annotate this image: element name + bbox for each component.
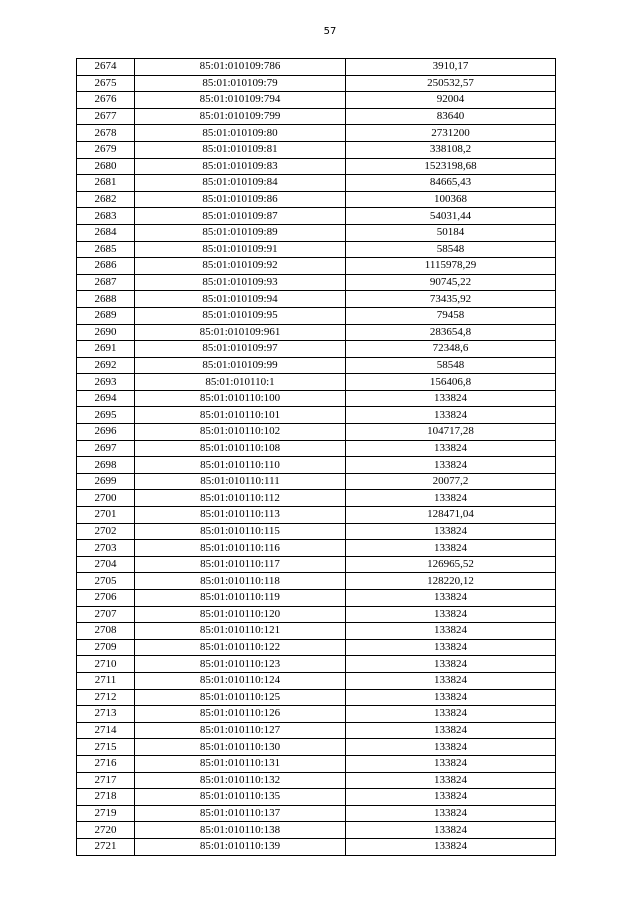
value-cell: 133824 bbox=[346, 772, 556, 789]
cadastral-number-cell: 85:01:010109:961 bbox=[135, 324, 346, 341]
row-number-cell: 2686 bbox=[77, 258, 135, 275]
cadastral-number-cell: 85:01:010110:130 bbox=[135, 739, 346, 756]
cadastral-number-cell: 85:01:010109:97 bbox=[135, 341, 346, 358]
table-row bbox=[77, 440, 556, 457]
table-row bbox=[77, 374, 556, 391]
value-cell: 126965,52 bbox=[346, 556, 556, 573]
value-cell: 128220,12 bbox=[346, 573, 556, 590]
value-cell: 54031,44 bbox=[346, 208, 556, 225]
value-cell: 338108,2 bbox=[346, 141, 556, 158]
row-number-cell: 2704 bbox=[77, 556, 135, 573]
value-cell: 250532,57 bbox=[346, 75, 556, 92]
value-cell: 133824 bbox=[346, 656, 556, 673]
row-number-cell: 2680 bbox=[77, 158, 135, 175]
cadastral-number-cell: 85:01:010110:115 bbox=[135, 523, 346, 540]
row-number-cell: 2679 bbox=[77, 141, 135, 158]
cadastral-number-cell: 85:01:010110:100 bbox=[135, 390, 346, 407]
cadastral-number-cell: 85:01:010109:84 bbox=[135, 175, 346, 192]
value-cell: 100368 bbox=[346, 191, 556, 208]
cadastral-number-cell: 85:01:010110:121 bbox=[135, 623, 346, 640]
value-cell: 133824 bbox=[346, 407, 556, 424]
table-row bbox=[77, 639, 556, 656]
row-number-cell: 2715 bbox=[77, 739, 135, 756]
row-number-cell: 2708 bbox=[77, 623, 135, 640]
row-number-cell: 2688 bbox=[77, 291, 135, 308]
value-cell: 1115978,29 bbox=[346, 258, 556, 275]
table-row bbox=[77, 208, 556, 225]
table-row bbox=[77, 507, 556, 524]
cadastral-number-cell: 85:01:010110:102 bbox=[135, 424, 346, 441]
value-cell: 79458 bbox=[346, 307, 556, 324]
cadastral-number-cell: 85:01:010109:99 bbox=[135, 357, 346, 374]
value-cell: 58548 bbox=[346, 241, 556, 258]
row-number-cell: 2697 bbox=[77, 440, 135, 457]
cadastral-number-cell: 85:01:010109:92 bbox=[135, 258, 346, 275]
row-number-cell: 2718 bbox=[77, 789, 135, 806]
table-body bbox=[77, 59, 556, 856]
table-row bbox=[77, 656, 556, 673]
row-number-cell: 2696 bbox=[77, 424, 135, 441]
cadastral-number-cell: 85:01:010110:113 bbox=[135, 507, 346, 524]
table-row bbox=[77, 672, 556, 689]
value-cell: 133824 bbox=[346, 639, 556, 656]
value-cell: 73435,92 bbox=[346, 291, 556, 308]
value-cell: 133824 bbox=[346, 722, 556, 739]
row-number-cell: 2720 bbox=[77, 822, 135, 839]
page-number: 57 bbox=[323, 26, 337, 37]
row-number-cell: 2698 bbox=[77, 457, 135, 474]
table-row bbox=[77, 424, 556, 441]
value-cell: 133824 bbox=[346, 523, 556, 540]
row-number-cell: 2678 bbox=[77, 125, 135, 142]
value-cell: 84665,43 bbox=[346, 175, 556, 192]
table-row bbox=[77, 722, 556, 739]
value-cell: 133824 bbox=[346, 822, 556, 839]
table-row bbox=[77, 341, 556, 358]
table-row bbox=[77, 125, 556, 142]
row-number-cell: 2687 bbox=[77, 274, 135, 291]
value-cell: 283654,8 bbox=[346, 324, 556, 341]
table-row bbox=[77, 390, 556, 407]
table-row bbox=[77, 241, 556, 258]
row-number-cell: 2694 bbox=[77, 390, 135, 407]
row-number-cell: 2716 bbox=[77, 755, 135, 772]
value-cell: 83640 bbox=[346, 108, 556, 125]
value-cell: 3910,17 bbox=[346, 59, 556, 76]
cadastral-number-cell: 85:01:010109:87 bbox=[135, 208, 346, 225]
table-row bbox=[77, 540, 556, 557]
row-number-cell: 2719 bbox=[77, 805, 135, 822]
table-row bbox=[77, 789, 556, 806]
row-number-cell: 2689 bbox=[77, 307, 135, 324]
row-number-cell: 2677 bbox=[77, 108, 135, 125]
row-number-cell: 2683 bbox=[77, 208, 135, 225]
table-row bbox=[77, 224, 556, 241]
table-row bbox=[77, 473, 556, 490]
row-number-cell: 2709 bbox=[77, 639, 135, 656]
table-row bbox=[77, 606, 556, 623]
table-row bbox=[77, 490, 556, 507]
table-row bbox=[77, 590, 556, 607]
row-number-cell: 2700 bbox=[77, 490, 135, 507]
value-cell: 156406,8 bbox=[346, 374, 556, 391]
cadastral-number-cell: 85:01:010110:132 bbox=[135, 772, 346, 789]
value-cell: 133824 bbox=[346, 490, 556, 507]
cadastral-number-cell: 85:01:010110:118 bbox=[135, 573, 346, 590]
value-cell: 133824 bbox=[346, 590, 556, 607]
row-number-cell: 2707 bbox=[77, 606, 135, 623]
row-number-cell: 2705 bbox=[77, 573, 135, 590]
value-cell: 133824 bbox=[346, 805, 556, 822]
value-cell: 58548 bbox=[346, 357, 556, 374]
cadastral-number-cell: 85:01:010110:125 bbox=[135, 689, 346, 706]
row-number-cell: 2692 bbox=[77, 357, 135, 374]
table-row bbox=[77, 357, 556, 374]
row-number-cell: 2690 bbox=[77, 324, 135, 341]
table-row bbox=[77, 59, 556, 76]
table-row bbox=[77, 92, 556, 109]
table-row bbox=[77, 175, 556, 192]
row-number-cell: 2695 bbox=[77, 407, 135, 424]
cadastral-number-cell: 85:01:010110:123 bbox=[135, 656, 346, 673]
value-cell: 92004 bbox=[346, 92, 556, 109]
value-cell: 133824 bbox=[346, 706, 556, 723]
row-number-cell: 2693 bbox=[77, 374, 135, 391]
cadastral-number-cell: 85:01:010109:83 bbox=[135, 158, 346, 175]
table-row bbox=[77, 838, 556, 855]
value-cell: 133824 bbox=[346, 540, 556, 557]
table-row bbox=[77, 307, 556, 324]
value-cell: 133824 bbox=[346, 457, 556, 474]
row-number-cell: 2713 bbox=[77, 706, 135, 723]
table-row bbox=[77, 805, 556, 822]
row-number-cell: 2701 bbox=[77, 507, 135, 524]
table-row bbox=[77, 556, 556, 573]
value-cell: 2731200 bbox=[346, 125, 556, 142]
cadastral-number-cell: 85:01:010109:80 bbox=[135, 125, 346, 142]
table-row bbox=[77, 739, 556, 756]
row-number-cell: 2714 bbox=[77, 722, 135, 739]
data-table bbox=[76, 58, 556, 856]
row-number-cell: 2711 bbox=[77, 672, 135, 689]
cadastral-number-cell: 85:01:010109:91 bbox=[135, 241, 346, 258]
cadastral-number-cell: 85:01:010110:131 bbox=[135, 755, 346, 772]
table-row bbox=[77, 158, 556, 175]
cadastral-number-cell: 85:01:010110:124 bbox=[135, 672, 346, 689]
value-cell: 104717,28 bbox=[346, 424, 556, 441]
value-cell: 133824 bbox=[346, 672, 556, 689]
cadastral-number-cell: 85:01:010110:108 bbox=[135, 440, 346, 457]
cadastral-number-cell: 85:01:010110:1 bbox=[135, 374, 346, 391]
cadastral-number-cell: 85:01:010110:126 bbox=[135, 706, 346, 723]
cadastral-number-cell: 85:01:010109:93 bbox=[135, 274, 346, 291]
cadastral-number-cell: 85:01:010110:138 bbox=[135, 822, 346, 839]
table-row bbox=[77, 689, 556, 706]
cadastral-number-cell: 85:01:010109:86 bbox=[135, 191, 346, 208]
cadastral-number-cell: 85:01:010110:122 bbox=[135, 639, 346, 656]
row-number-cell: 2702 bbox=[77, 523, 135, 540]
table-row bbox=[77, 141, 556, 158]
cadastral-number-cell: 85:01:010110:139 bbox=[135, 838, 346, 855]
value-cell: 133824 bbox=[346, 623, 556, 640]
cadastral-number-cell: 85:01:010110:112 bbox=[135, 490, 346, 507]
table-row bbox=[77, 108, 556, 125]
value-cell: 128471,04 bbox=[346, 507, 556, 524]
table-row bbox=[77, 523, 556, 540]
cadastral-number-cell: 85:01:010109:95 bbox=[135, 307, 346, 324]
value-cell: 133824 bbox=[346, 838, 556, 855]
cadastral-number-cell: 85:01:010110:111 bbox=[135, 473, 346, 490]
value-cell: 133824 bbox=[346, 440, 556, 457]
cadastral-number-cell: 85:01:010109:89 bbox=[135, 224, 346, 241]
cadastral-number-cell: 85:01:010110:137 bbox=[135, 805, 346, 822]
cadastral-number-cell: 85:01:010110:116 bbox=[135, 540, 346, 557]
row-number-cell: 2717 bbox=[77, 772, 135, 789]
table-row bbox=[77, 822, 556, 839]
row-number-cell: 2675 bbox=[77, 75, 135, 92]
row-number-cell: 2712 bbox=[77, 689, 135, 706]
cadastral-number-cell: 85:01:010110:120 bbox=[135, 606, 346, 623]
cadastral-number-cell: 85:01:010110:127 bbox=[135, 722, 346, 739]
row-number-cell: 2703 bbox=[77, 540, 135, 557]
table-row bbox=[77, 191, 556, 208]
table-row bbox=[77, 755, 556, 772]
row-number-cell: 2710 bbox=[77, 656, 135, 673]
cadastral-number-cell: 85:01:010109:799 bbox=[135, 108, 346, 125]
cadastral-number-cell: 85:01:010109:794 bbox=[135, 92, 346, 109]
row-number-cell: 2721 bbox=[77, 838, 135, 855]
row-number-cell: 2684 bbox=[77, 224, 135, 241]
value-cell: 50184 bbox=[346, 224, 556, 241]
cadastral-number-cell: 85:01:010109:81 bbox=[135, 141, 346, 158]
table-row bbox=[77, 706, 556, 723]
value-cell: 133824 bbox=[346, 789, 556, 806]
table-row bbox=[77, 407, 556, 424]
value-cell: 133824 bbox=[346, 606, 556, 623]
value-cell: 90745,22 bbox=[346, 274, 556, 291]
value-cell: 133824 bbox=[346, 739, 556, 756]
table-row bbox=[77, 324, 556, 341]
table-row bbox=[77, 623, 556, 640]
cadastral-number-cell: 85:01:010110:117 bbox=[135, 556, 346, 573]
cadastral-number-cell: 85:01:010110:119 bbox=[135, 590, 346, 607]
cadastral-number-cell: 85:01:010110:135 bbox=[135, 789, 346, 806]
value-cell: 133824 bbox=[346, 390, 556, 407]
value-cell: 20077,2 bbox=[346, 473, 556, 490]
row-number-cell: 2676 bbox=[77, 92, 135, 109]
value-cell: 1523198,68 bbox=[346, 158, 556, 175]
row-number-cell: 2682 bbox=[77, 191, 135, 208]
row-number-cell: 2674 bbox=[77, 59, 135, 76]
table-row bbox=[77, 772, 556, 789]
table-row bbox=[77, 75, 556, 92]
row-number-cell: 2685 bbox=[77, 241, 135, 258]
value-cell: 133824 bbox=[346, 755, 556, 772]
cadastral-number-cell: 85:01:010109:79 bbox=[135, 75, 346, 92]
table-row bbox=[77, 291, 556, 308]
table-row bbox=[77, 274, 556, 291]
cadastral-number-cell: 85:01:010109:786 bbox=[135, 59, 346, 76]
table-row bbox=[77, 258, 556, 275]
table-row bbox=[77, 457, 556, 474]
cadastral-number-cell: 85:01:010109:94 bbox=[135, 291, 346, 308]
row-number-cell: 2691 bbox=[77, 341, 135, 358]
cadastral-number-cell: 85:01:010110:110 bbox=[135, 457, 346, 474]
cadastral-number-cell: 85:01:010110:101 bbox=[135, 407, 346, 424]
value-cell: 133824 bbox=[346, 689, 556, 706]
row-number-cell: 2699 bbox=[77, 473, 135, 490]
value-cell: 72348,6 bbox=[346, 341, 556, 358]
row-number-cell: 2681 bbox=[77, 175, 135, 192]
row-number-cell: 2706 bbox=[77, 590, 135, 607]
table-row bbox=[77, 573, 556, 590]
